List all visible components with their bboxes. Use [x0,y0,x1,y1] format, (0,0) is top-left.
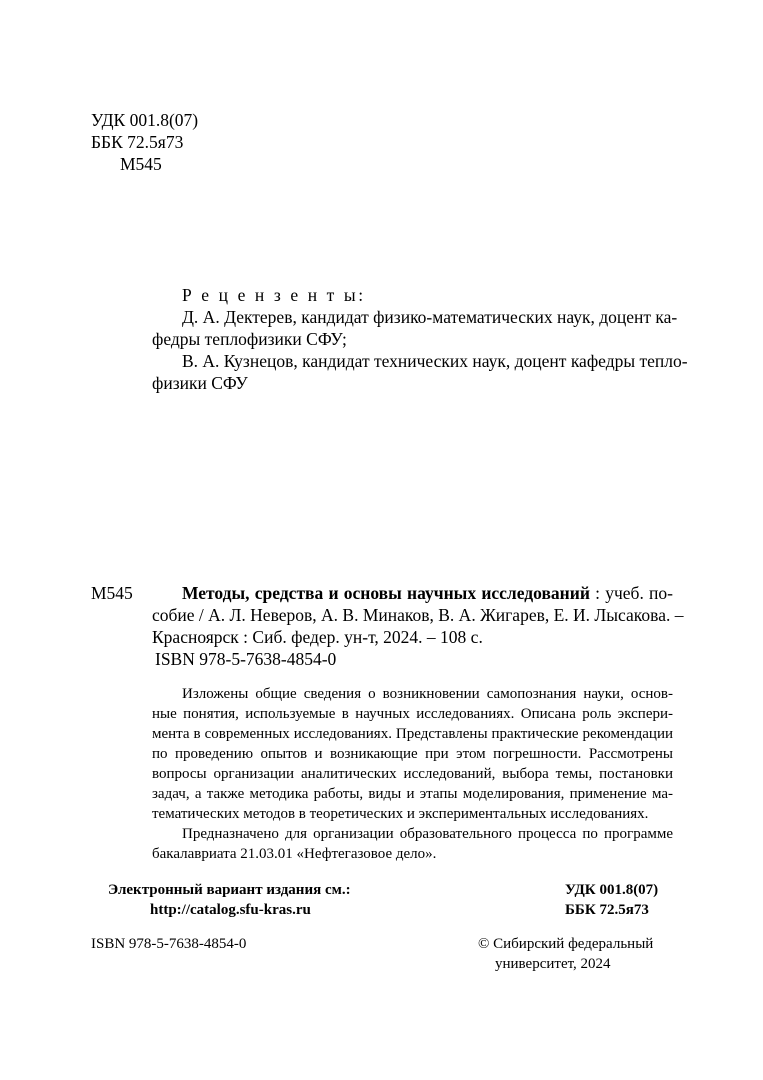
book-title: Методы, средства и основы научных исследований [182,583,590,603]
abstract-line: по проведению опытов и возникающие при этом погрешности. Рассмотрены [152,746,673,762]
electronic-bbk: ББК 72.5я73 [565,902,649,918]
electronic-label: Электронный вариант издания см.: [108,882,351,898]
biblio-line-2: собие / А. Л. Неверов, А. В. Минаков, В. А. Жигарев, Е. И. Лысакова. – [152,605,684,625]
copyright-line-2: университет, 2024 [495,956,611,972]
bbk-code: ББК 72.5я73 [91,132,184,152]
purpose-line-1: Предназначено для организации образовательного процесса по программе [182,826,673,842]
biblio-line-1 [182,582,673,604]
biblio-line-1-rest: : учеб. по- [589,583,673,603]
purpose-line-2: бакалавриата 21.03.01 «Нефтегазовое дело». [152,846,437,862]
abstract-line: задач, а также методика работы, виды и этапы моделирования, применение ма- [152,786,673,802]
reviewer-2-line-1: В. А. Кузнецов, кандидат технических наук, доцент кафедры тепло- [182,351,688,371]
abstract-line: тематических методов в теоретических и экспериментальных исследованиях. [152,806,649,822]
abstract-line: вопросы организации аналитических исследований, выбора темы, постановки [152,766,673,782]
author-mark: М545 [120,154,162,174]
catalog-link[interactable]: http://catalog.sfu-kras.ru [150,902,311,918]
footer-isbn: ISBN 978-5-7638-4854-0 [91,936,247,952]
biblio-line-3: Красноярск : Сиб. федер. ун-т, 2024. – 108 с. [152,627,483,647]
abstract-line: ные понятия, используемые в научных исследованиях. Описана роль экспери- [152,706,673,722]
electronic-udk: УДК 001.8(07) [565,882,659,898]
reviewer-2-line-2: физики СФУ [152,373,248,393]
biblio-isbn: ISBN 978-5-7638-4854-0 [155,649,337,669]
copyright-line-1: © Сибирский федеральный [478,936,654,952]
reviewer-1-line-1: Д. А. Дектерев, кандидат физико-математических наук, доцент ка- [182,307,678,327]
reviewer-1-line-2: федры теплофизики СФУ; [152,329,347,349]
udk-code: УДК 001.8(07) [91,110,199,130]
reviewers-heading: Р е ц е н з е н т ы: [182,285,366,305]
abstract-line: Изложены общие сведения о возникновении самопознания науки, основ- [182,686,673,702]
biblio-author-mark: М545 [91,583,133,603]
abstract-line: мента в современных исследованиях. Представлены практические рекомендации [152,726,673,742]
